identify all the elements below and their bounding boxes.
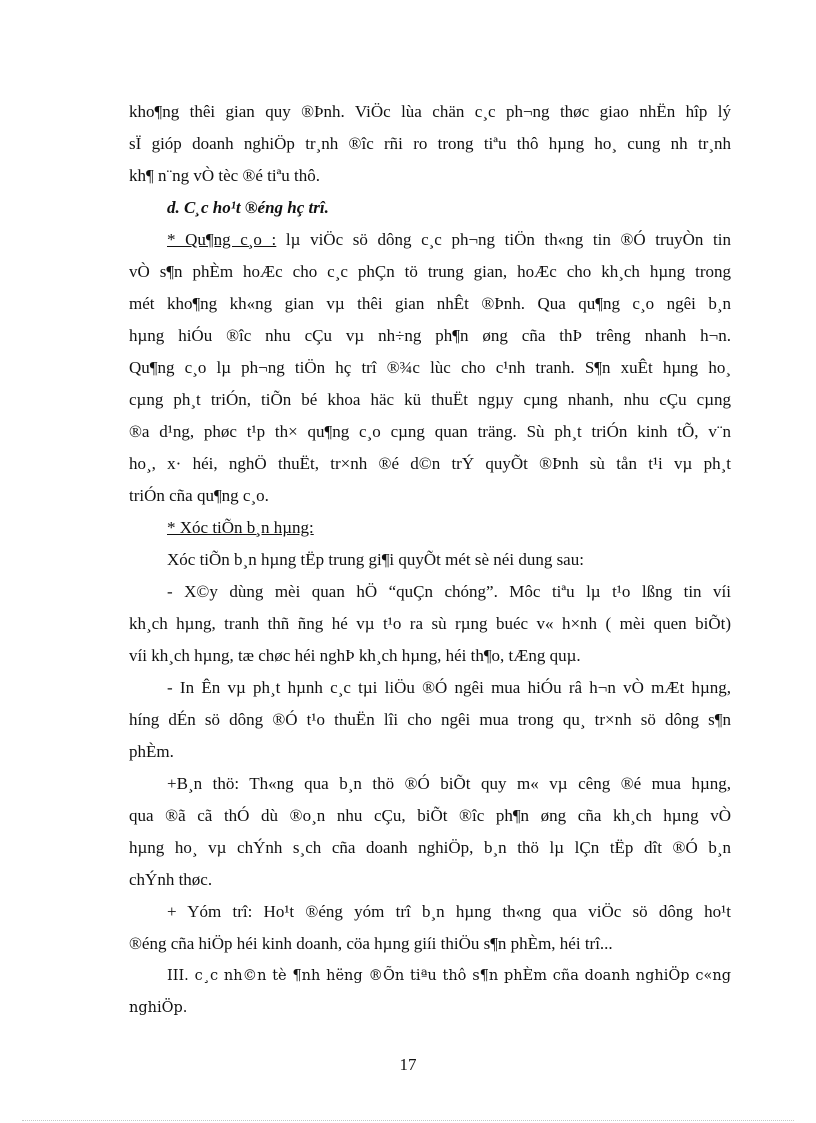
text-line: kh¶ n¨ng vÒ tèc ®é tiªu thô.: [129, 166, 321, 185]
text-line: ®a d¹ng, phøc t¹p th× qu¶ng c¸o cµng quan träng. Sù ph¸t triÓn kinh tÕ, v¨n: [129, 422, 731, 441]
text-line: ho¸, x· héi, nghÖ thuËt, tr×nh ®é d©n trÝ quyÕt ®Þnh sù tån t¹i vµ ph¸t: [129, 454, 731, 473]
text-line: hµng hiÓu ®îc nhu cÇu vµ nh÷ng ph¶n øng cña thÞ trêng nhanh h¬n.: [129, 326, 731, 345]
text-line: vÒ s¶n phÈm hoÆc cho c¸c phÇn tö trung gian, hoÆc cho kh¸ch hµng trong: [129, 262, 731, 281]
page-number: 17: [399, 1055, 417, 1074]
text-line: - In Ên vµ ph¸t hµnh c¸c tµi liÖu ®Ó ngêi mua hiÓu râ h¬n vÒ mÆt hµng,: [167, 678, 731, 697]
chapter-heading-continuation: nghiÖp.: [129, 1000, 188, 1016]
text-line: - X©y dùng mèi quan hÖ “quÇn chóng”. Môc tiªu lµ t¹o lßng tin víi: [167, 582, 731, 601]
text-line: phÈm.: [129, 742, 174, 761]
text-line: triÓn cña qu¶ng c¸o.: [129, 486, 269, 505]
page-bottom-divider: [22, 1120, 794, 1121]
advertising-label: * Qu¶ng c¸o :: [167, 230, 277, 249]
text-line: sÏ gióp doanh nghiÖp tr¸nh ®îc rñi ro trong tiªu thô hµng ho¸ cung nh tr¸nh: [129, 134, 731, 153]
subsection-heading: * Xóc tiÕn b¸n hµng:: [167, 518, 314, 537]
text-line: ®éng cña hiÖp héi kinh doanh, cöa hµng giíi thiÖu s¶n phÈm, héi trî...: [129, 934, 613, 953]
section-heading: d. C¸c ho¹t ®éng hç trî.: [167, 198, 329, 217]
text-line: qua ®ã cã thÓ dù ®o¸n nhu cÇu, biÕt ®îc ph¶n øng cña kh¸ch hµng vÒ: [129, 806, 731, 825]
text-line: cµng ph¸t triÓn, tiÕn bé khoa häc kü thuËt ngµy cµng nhanh, nhu cÇu cµng: [129, 390, 731, 409]
advertising-text: lµ viÖc sö dông c¸c ph¬ng tiÖn th«ng tin ®Ó truyÒn tin: [276, 230, 731, 249]
text-line: híng dÉn sö dông ®Ó t¹o thuËn lîi cho ngêi mua trong qu¸ tr×nh sö dông s¶n: [129, 710, 731, 729]
text-line: chÝnh thøc.: [129, 870, 213, 889]
text-line: kh¸ch hµng, tranh thñ ñng hé vµ t¹o ra sù rµng buéc v« h×nh ( mèi quen biÕt): [129, 614, 731, 633]
text-line: +B¸n thö: Th«ng qua b¸n thö ®Ó biÕt quy m« vµ cêng ®é mua hµng,: [167, 774, 731, 793]
text-line: Qu¶ng c¸o lµ ph¬ng tiÖn hç trî ®¾c lùc cho c¹nh tranh. S¶n xuÊt hµng ho¸: [129, 358, 731, 377]
chapter-heading: III. c¸c nh©n tè ¶nh hëng ®Õn tiªu thô s¶n phÈm cña doanh nghiÖp c«ng: [167, 968, 731, 984]
text-line: mét kho¶ng kh«ng gian vµ thêi gian nhÊt ®Þnh. Qua qu¶ng c¸o ngêi b¸n: [129, 294, 731, 313]
text-line: + Yóm trî: Ho¹t ®éng yóm trî b¸n hµng th«ng qua viÖc sö dông ho¹t: [167, 902, 731, 921]
text-line: víi kh¸ch hµng, tæ chøc héi nghÞ kh¸ch hµng, héi th¶o, tÆng quµ.: [129, 646, 581, 665]
text-line: Xóc tiÕn b¸n hµng tËp trung gi¶i quyÕt mét sè néi dung sau:: [167, 550, 584, 569]
text-line: [129, 224, 731, 256]
text-line: hµng ho¸ vµ chÝnh s¸ch cña doanh nghiÖp, b¸n thö lµ lÇn tËp dît ®Ó b¸n: [129, 838, 731, 857]
text-line: kho¶ng thêi gian quy ®Þnh. ViÖc lùa chän c¸c ph¬ng thøc giao nhËn hîp lý: [129, 102, 731, 121]
page-body: [129, 96, 731, 1024]
